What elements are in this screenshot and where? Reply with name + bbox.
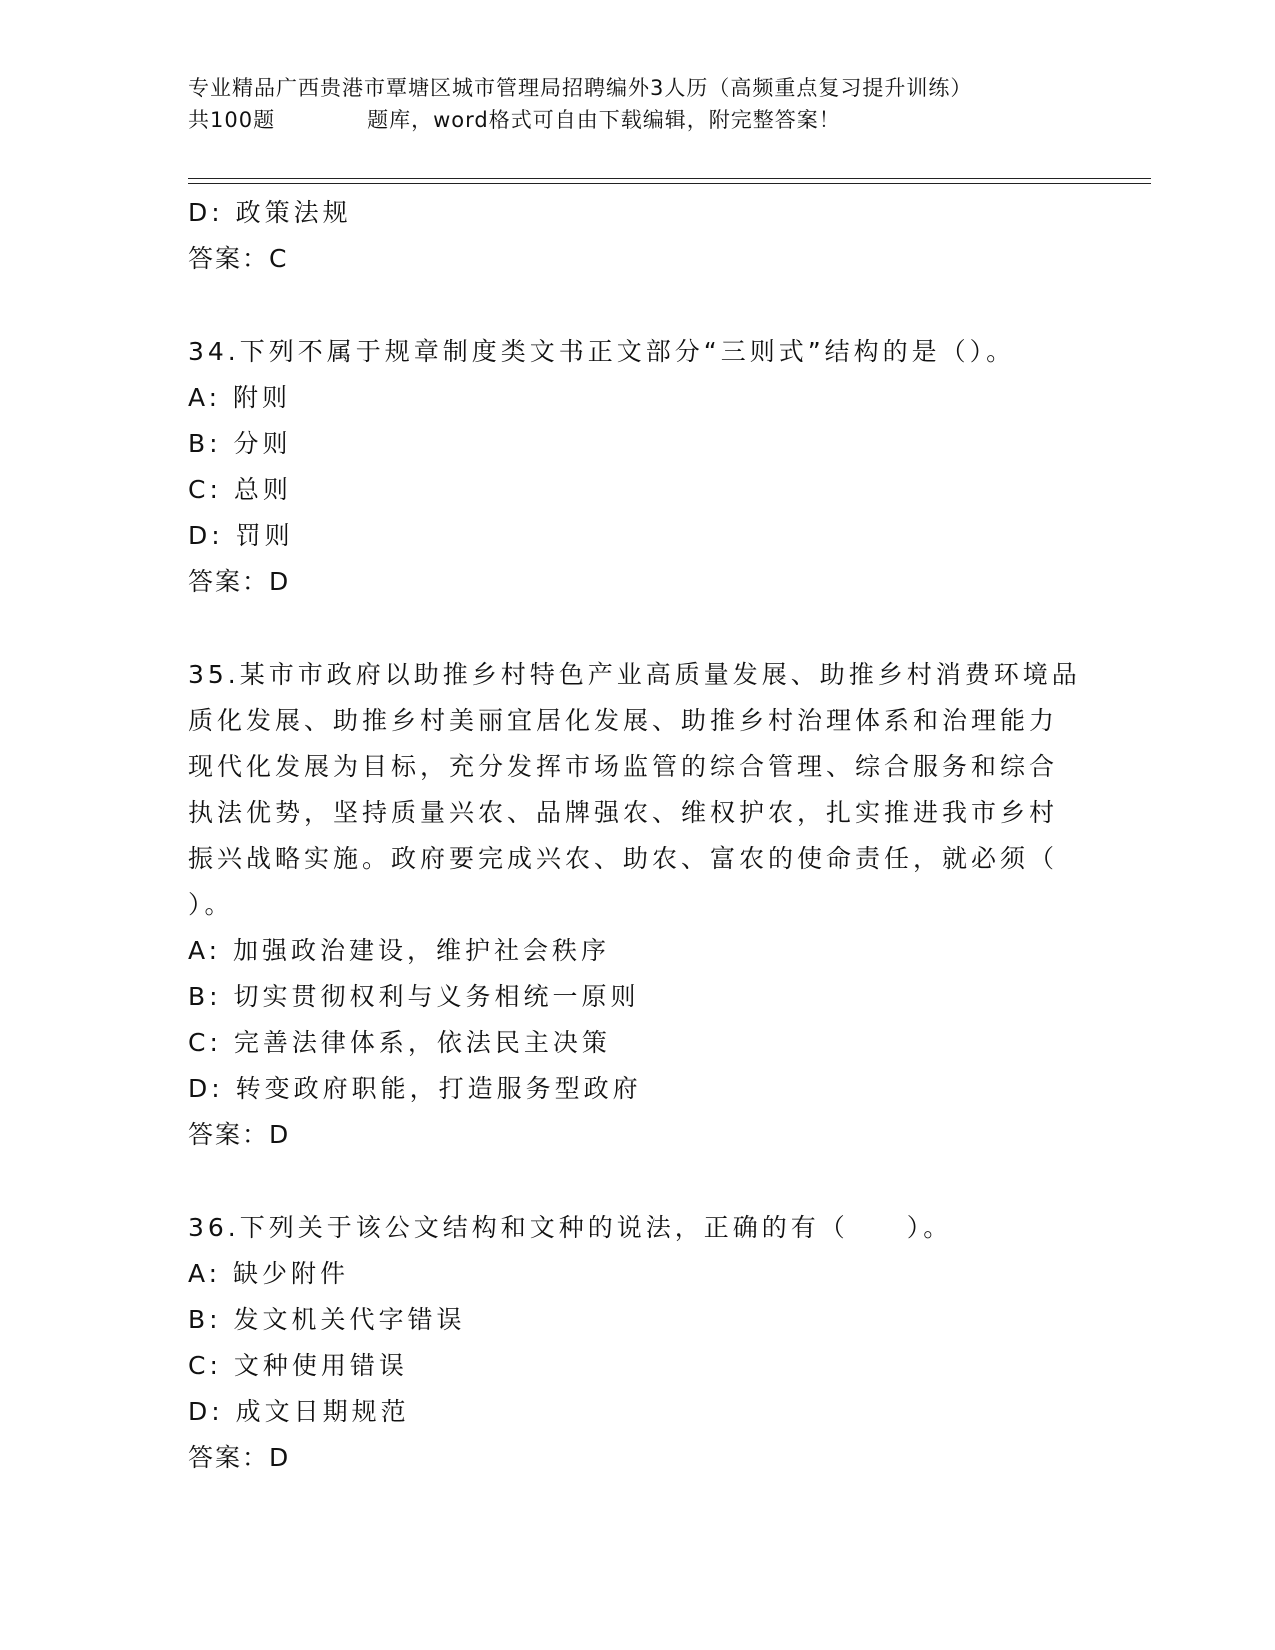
question-35-text-line-2: 质化发展、助推乡村美丽宜居化发展、助推乡村治理体系和治理能力	[188, 706, 1059, 735]
header-title-line: 专业精品广西贵港市覃塘区城市管理局招聘编外3人历（高频重点复习提升训练）	[188, 76, 973, 100]
prev-answer: 答案：C	[188, 244, 289, 273]
question-36-option-d: D: 成文日期规范	[188, 1397, 410, 1426]
question-34-option-a: A: 附则	[188, 383, 292, 412]
question-34	[188, 329, 1078, 605]
question-34-option-d: D: 罚则	[188, 521, 294, 550]
question-36-option-b: B: 发文机关代字错误	[188, 1305, 466, 1334]
question-35-option-b: B: 切实贯彻权利与义务相统一原则	[188, 982, 640, 1011]
prev-option-d: D: 政策法规	[188, 198, 352, 227]
header-divider-bottom	[188, 183, 1151, 184]
question-35-option-a: A: 加强政治建设，维护社会秩序	[188, 936, 611, 965]
question-34-option-b: B: 分则	[188, 429, 292, 458]
question-content	[188, 190, 1081, 1481]
document-header	[188, 72, 1088, 136]
question-36-answer: 答案：D	[188, 1443, 291, 1472]
header-question-count: 共100题	[188, 108, 276, 132]
question-34-answer: 答案：D	[188, 567, 291, 596]
question-36	[188, 1205, 1078, 1481]
header-format-note: 题库，word格式可自由下载编辑，附完整答案！	[367, 108, 841, 132]
question-34-text: 34.下列不属于规章制度类文书正文部分“三则式”结构的是（）。	[188, 337, 1016, 366]
question-36-option-c: C: 文种使用错误	[188, 1351, 408, 1380]
question-35-answer: 答案：D	[188, 1120, 291, 1149]
header-divider-top	[188, 178, 1151, 179]
question-35	[188, 652, 1081, 1158]
question-35-text-line-5: 振兴战略实施。政府要完成兴农、助农、富农的使命责任，就必须（	[188, 844, 1059, 873]
question-36-option-a: A: 缺少附件	[188, 1259, 350, 1288]
question-34-option-c: C: 总则	[188, 475, 292, 504]
header-subtitle-line	[188, 104, 1088, 136]
question-36-text: 36.下列关于该公文结构和文种的说法，正确的有（ ）。	[188, 1213, 953, 1242]
question-35-text-line-1: 35.某市市政府以助推乡村特色产业高质量发展、助推乡村消费环境品	[188, 660, 1081, 689]
question-35-text-line-4: 执法优势，坚持质量兴农、品牌强农、维权护农，扎实推进我市乡村	[188, 798, 1059, 827]
question-35-text-line-6: ）。	[188, 890, 234, 919]
question-35-option-c: C: 完善法律体系，依法民主决策	[188, 1028, 611, 1057]
question-35-option-d: D: 转变政府职能，打造服务型政府	[188, 1074, 642, 1103]
question-35-text-line-3: 现代化发展为目标，充分发挥市场监管的综合管理、综合服务和综合	[188, 752, 1059, 781]
